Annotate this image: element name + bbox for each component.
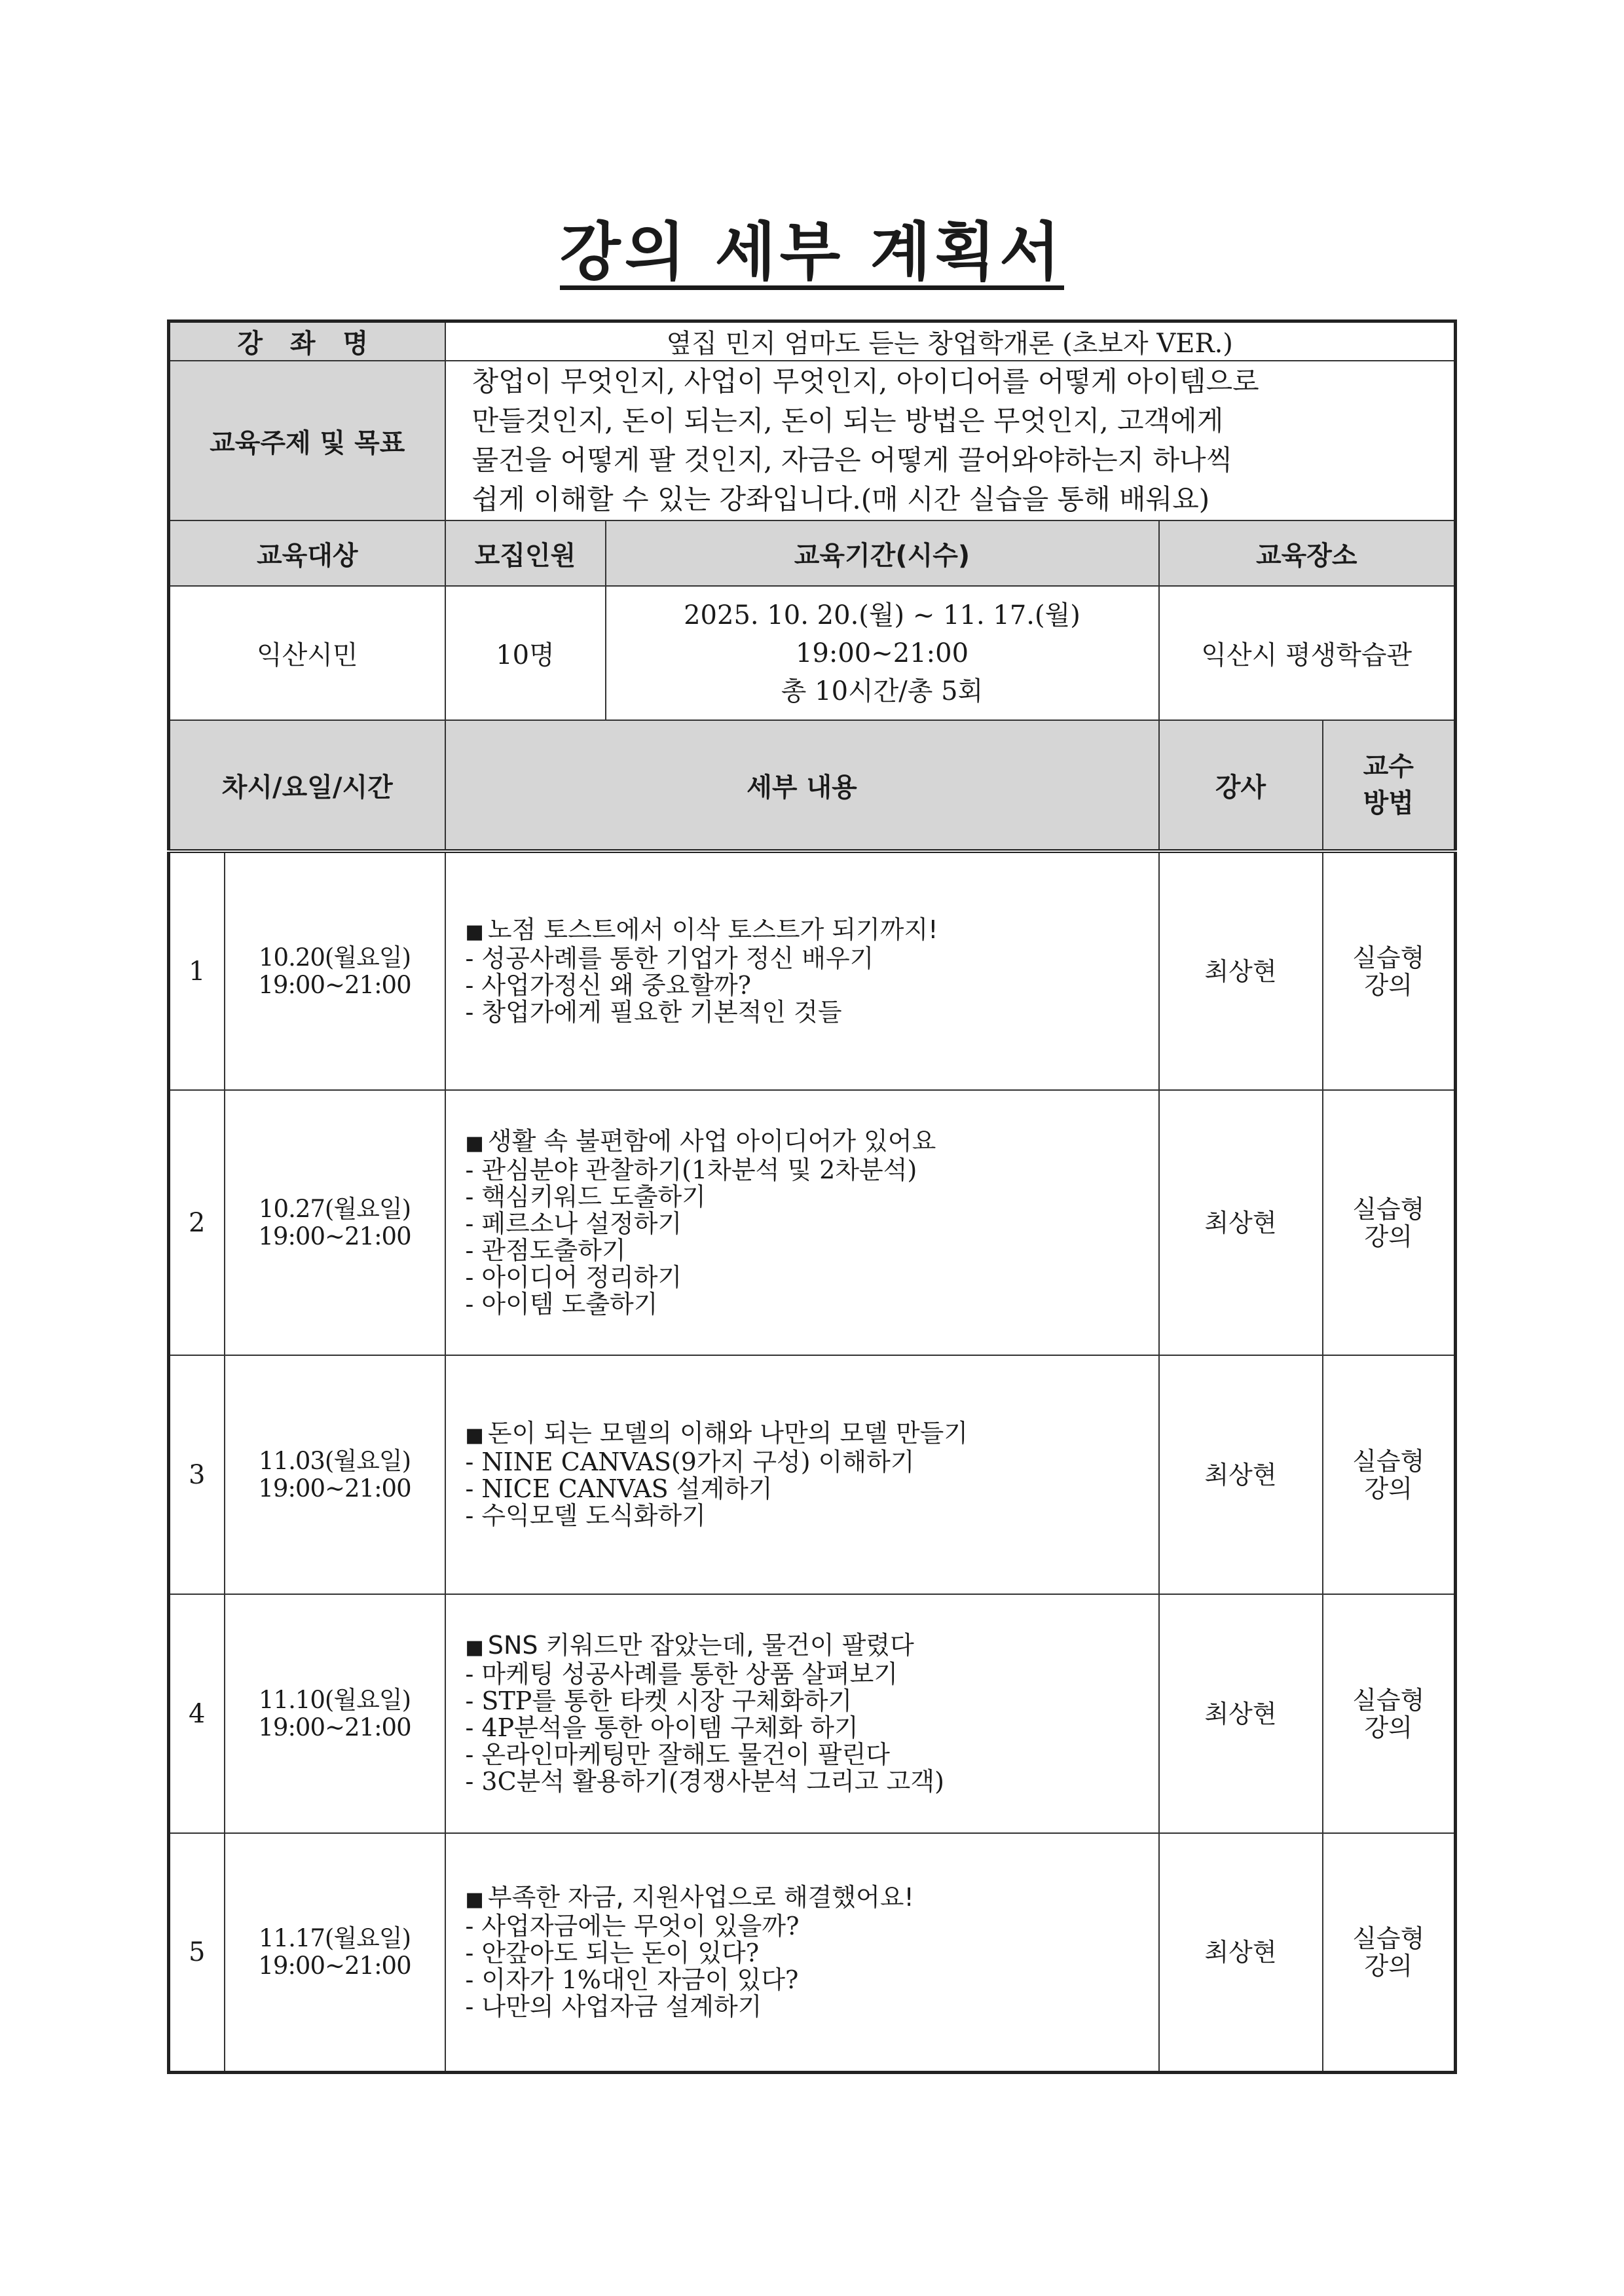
header-content: 세부 내용 (445, 720, 1159, 851)
session-content (445, 1833, 1159, 2072)
session-item: - STP를 통한 타켓 시장 구체화하기 (465, 1686, 853, 1715)
session-method (1323, 1090, 1456, 1355)
table-row (169, 1355, 1456, 1594)
page-title-text: 강의 세부 계획서 (560, 215, 1064, 289)
session-datetime (225, 1090, 445, 1355)
session-time: 19:00~21:00 (258, 1474, 411, 1503)
square-bullet-icon: ■ (465, 1131, 484, 1155)
method-line: 강의 (1364, 1951, 1412, 1980)
target-value: 익산시민 (169, 586, 445, 720)
session-number: 4 (169, 1594, 225, 1833)
session-topic: SNS 키워드만 잡았는데, 물건이 팔렸다 (487, 1631, 914, 1660)
session-topic: 노점 토스트에서 이삭 토스트가 되기까지! (487, 915, 938, 944)
period-line: 19:00~21:00 (795, 638, 969, 668)
period-line: 2025. 10. 20.(월) ~ 11. 17.(월) (684, 600, 1080, 630)
session-time: 19:00~21:00 (258, 970, 411, 999)
session-time: 19:00~21:00 (258, 1713, 411, 1741)
session-item: - 관점도출하기 (465, 1235, 626, 1265)
method-line: 강의 (1364, 1474, 1412, 1503)
method-line: 강의 (1364, 1222, 1412, 1251)
header-place: 교육장소 (1159, 520, 1456, 586)
method-line: 실습형 (1352, 1446, 1425, 1476)
session-item: - 나만의 사업자금 설계하기 (465, 1992, 762, 2021)
session-item: - 수익모델 도식화하기 (465, 1501, 706, 1530)
method-line: 실습형 (1352, 1923, 1425, 1953)
method-line: 강의 (1364, 1713, 1412, 1742)
session-datetime (225, 1833, 445, 2072)
session-instructor: 최상현 (1159, 1594, 1323, 1833)
table-row (169, 1090, 1456, 1355)
session-instructor: 최상현 (1159, 1090, 1323, 1355)
session-number: 1 (169, 851, 225, 1090)
session-time: 19:00~21:00 (258, 1222, 411, 1250)
capacity-value: 10명 (445, 586, 606, 720)
header-target: 교육대상 (169, 520, 445, 586)
session-method (1323, 851, 1456, 1090)
course-name: 옆집 민지 엄마도 듣는 창업학개론 (초보자 VER.) (445, 321, 1456, 361)
table-row (169, 1833, 1456, 2072)
session-item: - NINE CANVAS(9가지 구성) 이해하기 (465, 1448, 915, 1476)
place-value: 익산시 평생학습관 (1159, 586, 1456, 720)
session-item: - 사업자금에는 무엇이 있을까? (465, 1911, 800, 1941)
header-method-line: 방법 (1363, 788, 1414, 818)
session-datetime (225, 1594, 445, 1833)
session-item: - 아이템 도출하기 (465, 1289, 658, 1319)
session-topic: 부족한 자금, 지원사업으로 해결했어요! (487, 1882, 914, 1912)
session-item: - 이자가 1%대인 자금이 있다? (465, 1965, 799, 1994)
session-item: - 마케팅 성공사례를 통한 상품 살펴보기 (465, 1660, 898, 1688)
header-method-line: 교수 (1363, 752, 1414, 782)
session-number: 2 (169, 1090, 225, 1355)
session-datetime (225, 851, 445, 1090)
session-date: 11.10(월요일) (258, 1685, 411, 1714)
goal-text (445, 361, 1456, 520)
session-topic: 생활 속 불편함에 사업 아이디어가 있어요 (487, 1126, 936, 1156)
session-date: 11.03(월요일) (258, 1446, 411, 1475)
goal-label: 교육주제 및 목표 (169, 361, 445, 520)
method-line: 실습형 (1352, 943, 1425, 972)
square-bullet-icon: ■ (465, 1636, 484, 1659)
goal-line: 쉽게 이해할 수 있는 강좌입니다.(매 시간 실습을 통해 배워요) (471, 483, 1210, 515)
session-number: 3 (169, 1355, 225, 1594)
goal-line: 물건을 어떻게 팔 것인지, 자금은 어떻게 끌어와야하는지 하나씩 (471, 444, 1233, 476)
session-datetime (225, 1355, 445, 1594)
square-bullet-icon: ■ (465, 1887, 484, 1911)
session-item: - 창업가에게 필요한 기본적인 것들 (465, 998, 842, 1027)
session-method (1323, 1355, 1456, 1594)
session-item: - 4P분석을 통한 아이템 구체화 하기 (465, 1713, 858, 1742)
lecture-plan-table (167, 319, 1457, 2074)
session-topic: 돈이 되는 모델의 이해와 나만의 모델 만들기 (487, 1419, 969, 1448)
header-instructor: 강사 (1159, 720, 1323, 851)
square-bullet-icon: ■ (465, 1424, 484, 1447)
square-bullet-icon: ■ (465, 920, 484, 943)
session-number: 5 (169, 1833, 225, 2072)
method-line: 강의 (1364, 970, 1412, 1000)
session-item: - 페르소나 설정하기 (465, 1209, 682, 1238)
header-period: 교육기간(시수) (606, 520, 1159, 586)
session-date: 10.27(월요일) (258, 1194, 411, 1223)
session-date: 11.17(월요일) (258, 1923, 411, 1952)
session-content (445, 1594, 1159, 1833)
session-time: 19:00~21:00 (258, 1951, 411, 1980)
table-row (169, 851, 1456, 1090)
session-item: - 아이디어 정리하기 (465, 1262, 682, 1292)
session-item: - 사업가정신 왜 중요할까? (465, 971, 752, 1000)
session-item: - 핵심키워드 도출하기 (465, 1182, 706, 1211)
session-content (445, 1355, 1159, 1594)
header-method (1323, 720, 1456, 851)
page-title (0, 206, 1624, 298)
period-line: 총 10시간/총 5회 (781, 676, 984, 706)
table-row (169, 1594, 1456, 1833)
session-item: - 관심분야 관찰하기(1차분석 및 2차분석) (465, 1155, 917, 1184)
session-instructor: 최상현 (1159, 1833, 1323, 2072)
session-method (1323, 1594, 1456, 1833)
goal-line: 만들것인지, 돈이 되는지, 돈이 되는 방법은 무엇인지, 고객에게 (471, 405, 1224, 437)
session-item: - 안갚아도 되는 돈이 있다? (465, 1938, 760, 1967)
session-item: - NICE CANVAS 설계하기 (465, 1474, 773, 1503)
method-line: 실습형 (1352, 1194, 1425, 1224)
session-date: 10.20(월요일) (258, 943, 411, 972)
method-line: 실습형 (1352, 1685, 1425, 1715)
session-item: - 온라인마케팅만 잘해도 물건이 팔린다 (465, 1740, 890, 1769)
header-session: 차시/요일/시간 (169, 720, 445, 851)
period-value (606, 586, 1159, 720)
session-item: - 성공사례를 통한 기업가 정신 배우기 (465, 944, 874, 973)
goal-line: 창업이 무엇인지, 사업이 무엇인지, 아이디어를 어떻게 아이템으로 (471, 365, 1259, 397)
session-method (1323, 1833, 1456, 2072)
session-content (445, 851, 1159, 1090)
session-item: - 3C분석 활용하기(경쟁사분석 그리고 고객) (465, 1767, 944, 1796)
session-instructor: 최상현 (1159, 851, 1323, 1090)
session-content (445, 1090, 1159, 1355)
course-name-label: 강 좌 명 (169, 321, 445, 361)
session-instructor: 최상현 (1159, 1355, 1323, 1594)
header-capacity: 모집인원 (445, 520, 606, 586)
